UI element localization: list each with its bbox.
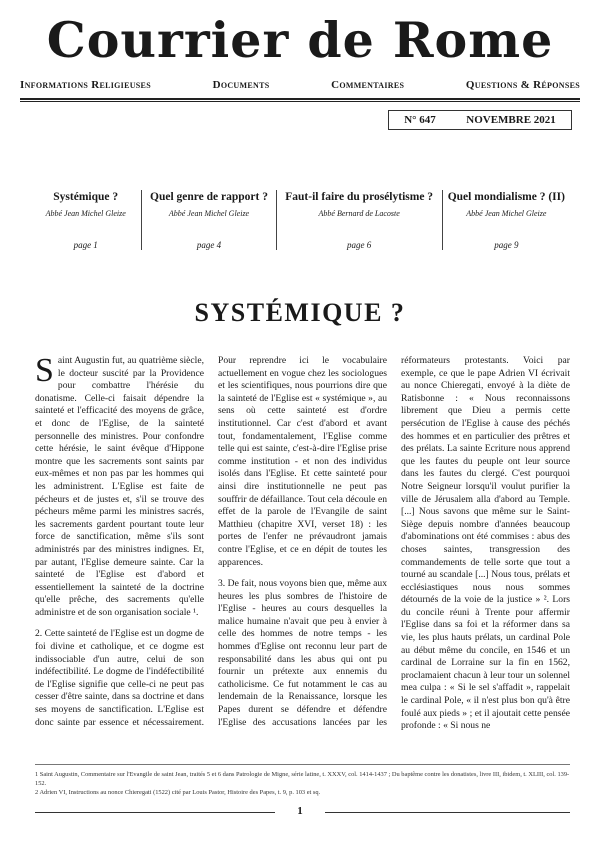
nav-questions-reponses[interactable]: Questions & Réponses	[465, 79, 580, 91]
issue-number: N° 647	[404, 114, 436, 126]
toc-author: Abbé Jean Michel Gleize	[168, 209, 250, 218]
nav-informations-religieuses[interactable]: Informations Religieuses	[20, 79, 151, 91]
nav-documents[interactable]: Documents	[212, 79, 270, 91]
article-paragraph	[35, 352, 204, 619]
article-paragraph: 2. Cette sainteté de l'Eglise est un dogme de foi divine et catholique, et ce dogme est indissociable d'un autre, celui de son indéfectibilité. Le dogme de l'indéfectibilité de l'Eglise signifie que celle-ci ne peut pas cesser d'être sainte, dans sa doctrine et dans ses moyens de sanctification. L'Eglise est donc sainte par essence et nécessairement. Pour reprendre ici le vocabulaire actuellement en vogue chez les sociologues et les scientifiques, nous pourrions dire que la sainteté de l'Eglise est « systémique », au sens où cette sainteté est d'ordre institutionnel. Car c'est d'abord et avant tout, fondamentalement, l'Eglise comme telle qui est sainte, c'est-à-dire l'Eglise prise comme institution - et non des individus isolés dans l'Eglise. Et cette sainteté pour ainsi dire institutionnelle ne peut pas souffrir de défaillance. Tout cela découle en effet de la parole de l'Evangile de saint Matthieu (chapitre XVI, verset 18) : les portes de l'enfer ne prévaudront jamais contre l'Eglise, et ce en dépit de toutes les apparences.	[35, 355, 387, 728]
paragraph-text: aint Augustin fut, au quatrième siècle, le docteur suscité par la Providence pour combattre l'hérésie du donatisme. Celle-ci faisait dépendre la sainteté et l'efficacité des moyens de grâce, et donc de l'Eglise, de la sainteté personnelle des ministres. Pour confondre cette hérésie, le saint évêque d'Hippone montre que les sacrements sont saints par eux-mêmes et non pas par les hommes qui les administrent. L'Eglise est faite de pécheurs et de justes et, s'il se trouve des pécheurs même parmi les ministres sacrés, les sacrements gardent pourtant toute leur force de sanctification, même s'ils sont administrés par des ministres indignes. Et, par autant, l'Eglise demeure sainte. Car la sainteté de l'Eglise est d'abord et essentiellement la sainteté de la doctrine qu'elle prêche, des sacrements qu'elle administre et de son organisation sociale ¹.	[35, 355, 204, 618]
issue-date: NOVEMBRE 2021	[466, 114, 556, 126]
toc-author: Abbé Jean Michel Gleize	[45, 209, 126, 218]
footnote: 1 Saint Augustin, Commentaire sur l'Evangile de saint Jean, traités 5 et 6 dans Patrologie de Migne, série latine, t. XXXV, col. 1414-1437 ; Du baptême contre les donatistes, livre III, ibidem, t. XLIII, col. 139-152.	[35, 771, 570, 787]
header-rule-thin	[20, 101, 580, 102]
toc-title: Faut-il faire du prosélytisme ?	[285, 191, 434, 203]
toc-author: Abbé Bernard de Lacoste	[318, 209, 400, 218]
section-nav	[20, 79, 580, 91]
article-body	[35, 352, 570, 757]
toc-page: page 4	[196, 240, 222, 250]
toc-title: Quel mondialisme ? (II)	[447, 191, 565, 203]
toc-page: page 9	[494, 240, 519, 250]
article-paragraph: 3. De fait, nous voyons bien que, même aux heures les plus sombres de l'histoire de l'Eglise - heures au cours desquelles la malice humaine n'avait que peu à envier à celle des hommes de notre temps - les hommes d'Eglise ont reconnu leur part de responsabilité dans les abus qui ont pu fournir un prétexte aux ennemis du catholicisme. Ce fut notamment le cas au lendemain de la Renaissance, lorsque les Papes durent se défendre et défendre l'Eglise des accusations lancées par les réformateurs protestants. Voici par exemple, ce que le pape Adrien VI écrivait au nonce Chieregati, envoyé à la diète de Ratisbonne : « Nous reconnaissons librement que Dieu a permis cette persécution de l'Eglise à cause des péchés des hommes et en particulier des prêtres et des prélats. La sainte Ecriture nous apprend que les fautes du peuple ont leur source dans les fautes du clergé. C'est pourquoi Notre Seigneur lorsqu'il voulut purifier la ville de Jérusalem alla d'abord au Temple. [...] Nous savons que même sur le Saint-Siège depuis nombre d'années beaucoup d'abominations ont été commises : abus des choses saintes, transgression des commandements de telle sorte que tout a tourné au scandale [...] Nous tous, prélats et ecclésiastiques nous nous sommes détournés de la voie de la justice » ². Lors du concile réuni à Trente pour affermir l'Eglise dans sa foi et la réformer dans sa vie, les plus hauts prélats, un cardinal Pole au début même du concile, en 1546 et un cardinal de Lorraine sur la fin en 1562, proclamaient chacun à leur tour un solennel mea culpa : « Si le sel s'affadit », rappelait le cardinal Pole, « il n'est plus bon qu'à être foulé aux pieds » ; et il ajoutait cette pensée profonde : « Si nous ne	[218, 355, 570, 732]
footnote: 2 Adrien VI, Instructions au nonce Chieregati (1522) cité par Louis Pastor, Histoire des Papes, t. 9, p. 103 et sq.	[35, 789, 321, 796]
header-rule	[20, 98, 580, 100]
page-number: 1	[297, 805, 303, 817]
toc-item[interactable]	[442, 190, 570, 250]
toc-title: Systémique ?	[53, 191, 119, 203]
drop-cap: S	[35, 352, 54, 389]
footer-rule-left	[35, 812, 275, 813]
footer-rule-right	[325, 812, 570, 813]
footnotes	[35, 770, 570, 797]
table-of-contents	[30, 190, 570, 250]
nav-commentaires[interactable]: Commentaires	[331, 79, 405, 91]
toc-author: Abbé Jean Michel Gleize	[466, 209, 547, 218]
masthead-title: Courrier de Rome	[46, 11, 554, 69]
footnote-rule	[35, 764, 570, 765]
toc-title: Quel genre de rapport ?	[150, 191, 268, 203]
toc-item[interactable]	[141, 190, 275, 250]
toc-item[interactable]	[276, 190, 442, 250]
toc-item[interactable]	[30, 190, 141, 250]
toc-page: page 6	[347, 240, 372, 250]
article-title: SYSTÉMIQUE ?	[194, 298, 406, 327]
toc-page: page 1	[73, 240, 98, 250]
issue-box	[388, 110, 572, 130]
